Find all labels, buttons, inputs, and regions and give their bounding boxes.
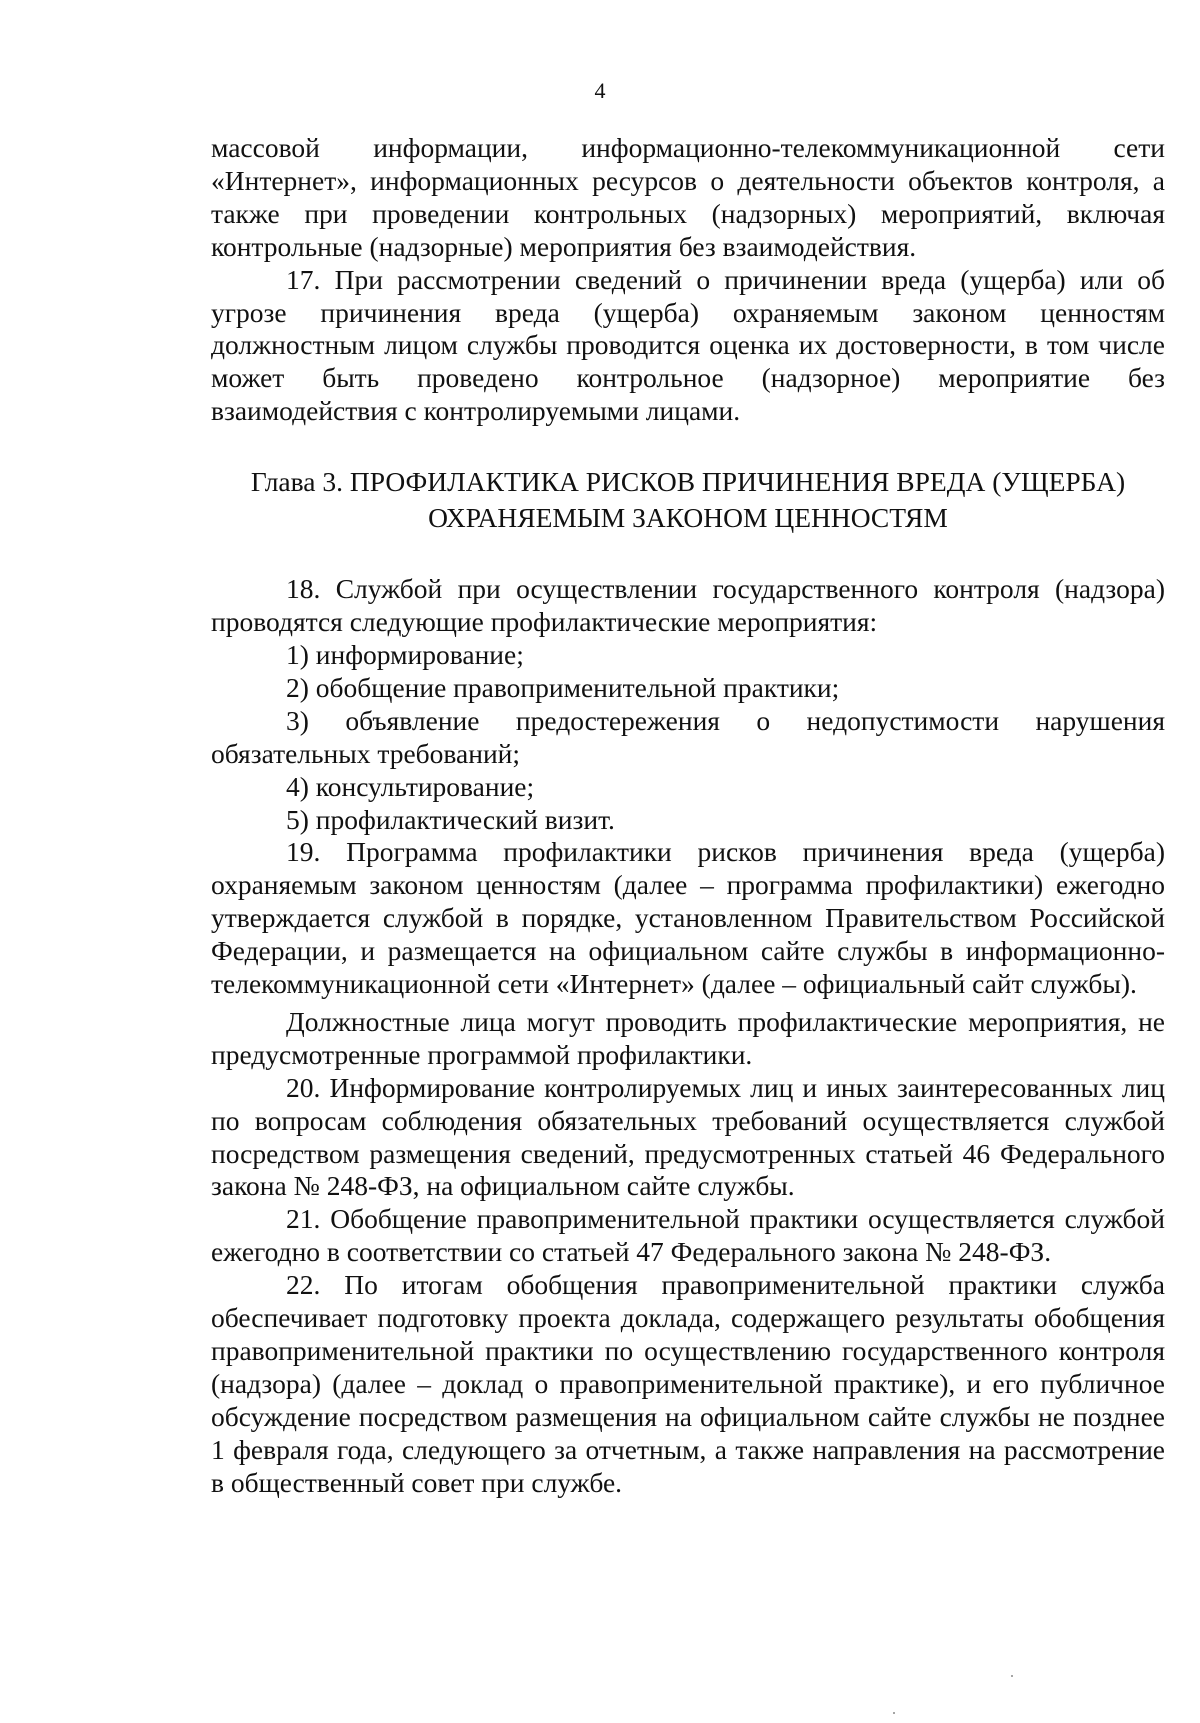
list-item-5: 5) профилактический визит. bbox=[286, 803, 615, 835]
scan-speck bbox=[1011, 1675, 1013, 1677]
paragraph-22: 22. По итогам обобщения правоприменительной практики служба обеспечивает подготовку проекта доклада, содержащего результаты обобщения правоприменительной практики по осуществлению государственного контроля (надзора) (далее – доклад о правоприменительной практике), и его публичное обсуждение посредством размещения на официальном сайте службы не позднее 1 февраля года, следующего за отчетным, а также направления на рассмотрение в общественный совет при службе. bbox=[211, 1269, 1165, 1498]
paragraph-20: 20. Информирование контролируемых лиц и иных заинтересованных лиц по вопросам соблюдения обязательных требований осуществляется службой посредством размещения сведений, предусмотренных статьей 46 Федерального закона № 248-ФЗ, на официальном сайте службы. bbox=[211, 1071, 1165, 1202]
paragraph-18: 18. Службой при осуществлении государственного контроля (надзора) проводятся следующие профилактические мероприятия: bbox=[211, 573, 1165, 638]
scan-speck bbox=[893, 1712, 895, 1714]
paragraph-19: 19. Программа профилактики рисков причинения вреда (ущерба) охраняемым законом ценностям (далее – программа профилактики) ежегодно утверждается службой в порядке, установленном Правительством Российской Федерации, и размещается на официальном сайте службы в информационно-телекоммуникационной сети «Интернет» (далее – официальный сайт службы). bbox=[211, 836, 1165, 1000]
paragraph-21: 21. Обобщение правоприменительной практики осуществляется службой ежегодно в соответствии со статьей 47 Федерального закона № 248-ФЗ. bbox=[211, 1203, 1165, 1268]
list-item-4: 4) консультирование; bbox=[286, 770, 535, 802]
list-item-2: 2) обобщение правоприменительной практики; bbox=[286, 671, 840, 703]
list-item-3: 3) объявление предостережения о недопустимости нарушения обязательных требований; bbox=[211, 704, 1165, 769]
paragraph-continuation: массовой информации, информационно-телекоммуникационной сети «Интернет», информационных ресурсов о деятельности объектов контроля, а также при проведении контрольных (надзорных) мероприятий, включая контрольные (надзорные) мероприятия без взаимодействия. bbox=[211, 132, 1165, 262]
chapter-heading-line-2: ОХРАНЯЕМЫМ ЗАКОНОМ ЦЕННОСТЯМ bbox=[428, 502, 948, 534]
paragraph-officials: Должностные лица могут проводить профилактические мероприятия, не предусмотренные программой профилактики. bbox=[211, 1005, 1165, 1070]
document-body bbox=[211, 132, 1165, 1500]
chapter-heading-line-1: Глава 3. ПРОФИЛАКТИКА РИСКОВ ПРИЧИНЕНИЯ ВРЕДА (УЩЕРБА) bbox=[250, 466, 1126, 498]
list-item-1: 1) информирование; bbox=[286, 638, 524, 670]
chapter-heading bbox=[211, 428, 1165, 573]
paragraph-17: 17. При рассмотрении сведений о причинении вреда (ущерба) или об угрозе причинения вреда (ущерба) охраняемым законом ценностям должностным лицом службы проводится оценка их достоверности, в том числе может быть проведено контрольное (надзорное) мероприятие без взаимодействия с контролируемыми лицами. bbox=[211, 263, 1165, 427]
page-number: 4 bbox=[594, 78, 606, 103]
